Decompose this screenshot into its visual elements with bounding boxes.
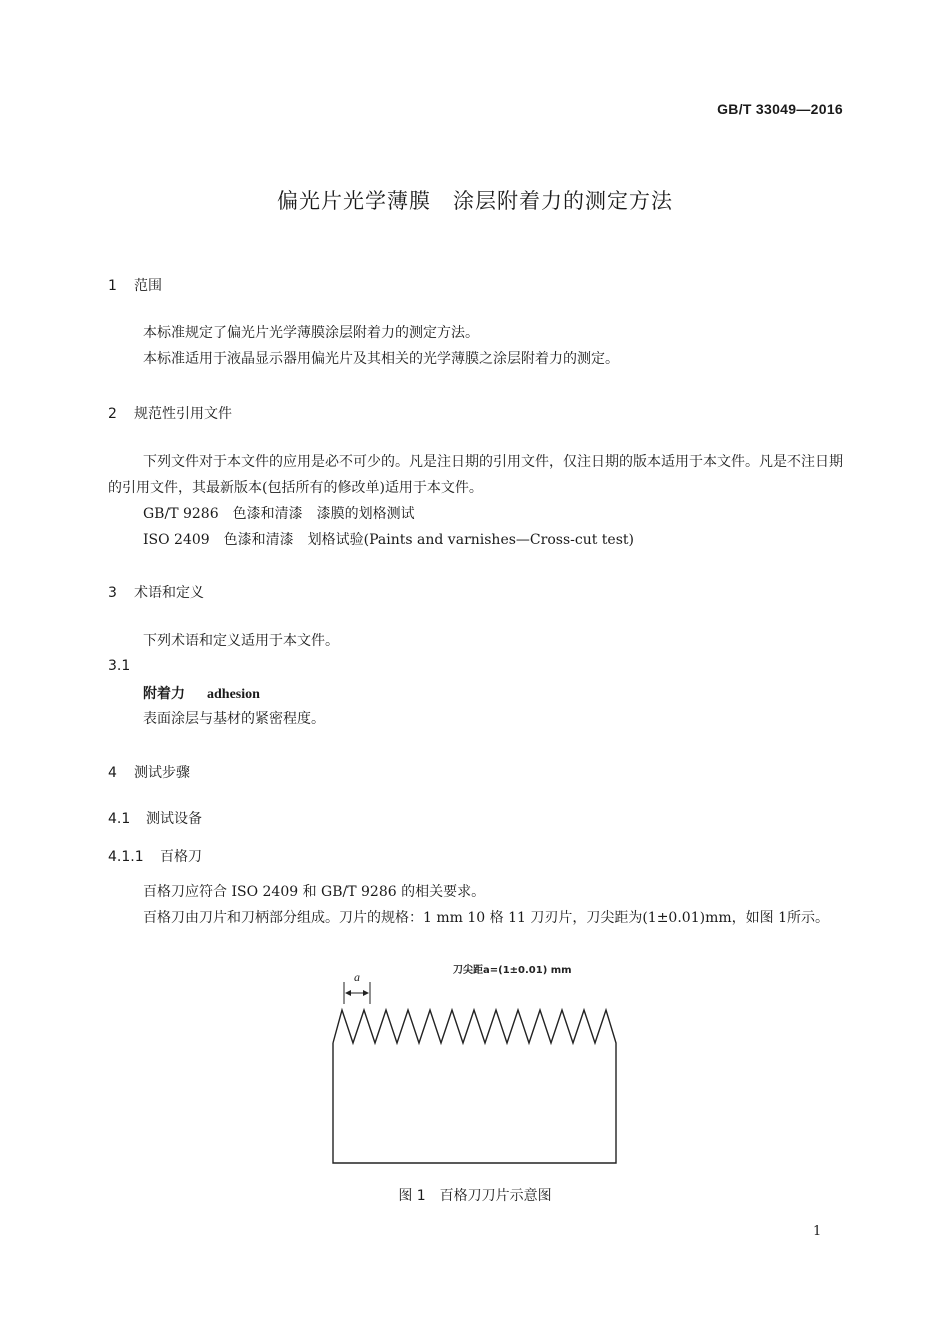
section-title: 百格刀 <box>160 849 202 865</box>
section-number: 4 <box>108 765 117 781</box>
section-number: 1 <box>108 278 117 294</box>
reference-item: ISO 2409 色漆和清漆 划格试验(Paints and varnishes—Cross-cut test) <box>143 532 634 548</box>
paragraph: 下列文件对于本文件的应用是必不可少的。凡是注日期的引用文件，仅注日期的版本适用于本文件。凡是不注日期的引用文件，其最新版本(包括所有的修改单)适用于本文件。 <box>108 454 843 496</box>
standard-number: GB/T 33049—2016 <box>717 101 843 117</box>
section-number: 4.1.1 <box>108 849 144 865</box>
reference-item: GB/T 9286 色漆和清漆 漆膜的划格测试 <box>143 506 415 522</box>
section-number: 2 <box>108 406 117 422</box>
paragraph: 百格刀由刀片和刀柄部分组成。刀片的规格：1 mm 10 格 11 刀刃片，刀尖距为(1±0.01)mm，如图 1所示。 <box>143 910 829 926</box>
section-number: 4.1 <box>108 811 131 827</box>
term-entry <box>143 681 260 708</box>
section-title: 测试步骤 <box>134 765 190 781</box>
subsection-4-1-1-heading <box>108 846 202 866</box>
blade-outline <box>333 1010 616 1163</box>
tooth-pitch-annotation: 刀尖距a=(1±0.01) mm <box>453 965 572 976</box>
section-1-heading <box>108 275 162 295</box>
section-title: 规范性引用文件 <box>134 406 232 422</box>
paragraph: 下列术语和定义适用于本文件。 <box>143 633 339 649</box>
paragraph: 百格刀应符合 ISO 2409 和 GB/T 9286 的相关要求。 <box>143 884 486 900</box>
term-number: 3.1 <box>108 658 131 674</box>
document-title: 偏光片光学薄膜 涂层附着力的测定方法 <box>277 189 673 213</box>
section-number: 3 <box>108 585 117 601</box>
term-definition: 表面涂层与基材的紧密程度。 <box>143 711 325 727</box>
paragraph: 本标准规定了偏光片光学薄膜涂层附着力的测定方法。 <box>143 325 479 341</box>
page-number: 1 <box>813 1224 822 1239</box>
section-2-heading <box>108 403 232 423</box>
section-4-heading <box>108 762 190 782</box>
paragraph: 本标准适用于液晶显示器用偏光片及其相关的光学薄膜之涂层附着力的测定。 <box>143 351 619 367</box>
section-3-heading <box>108 582 204 602</box>
section-title: 术语和定义 <box>134 585 204 601</box>
arrow-left <box>345 990 351 996</box>
figure-caption: 图 1 百格刀刀片示意图 <box>398 1188 552 1204</box>
term-english: adhesion <box>207 687 260 702</box>
arrow-right <box>363 990 369 996</box>
dimension-label-a: a <box>354 970 360 984</box>
section-title: 测试设备 <box>146 811 202 827</box>
term-chinese: 附着力 <box>143 686 185 702</box>
section-title: 范围 <box>134 278 162 294</box>
subsection-4-1-heading <box>108 808 202 828</box>
blade-diagram <box>320 958 630 1168</box>
